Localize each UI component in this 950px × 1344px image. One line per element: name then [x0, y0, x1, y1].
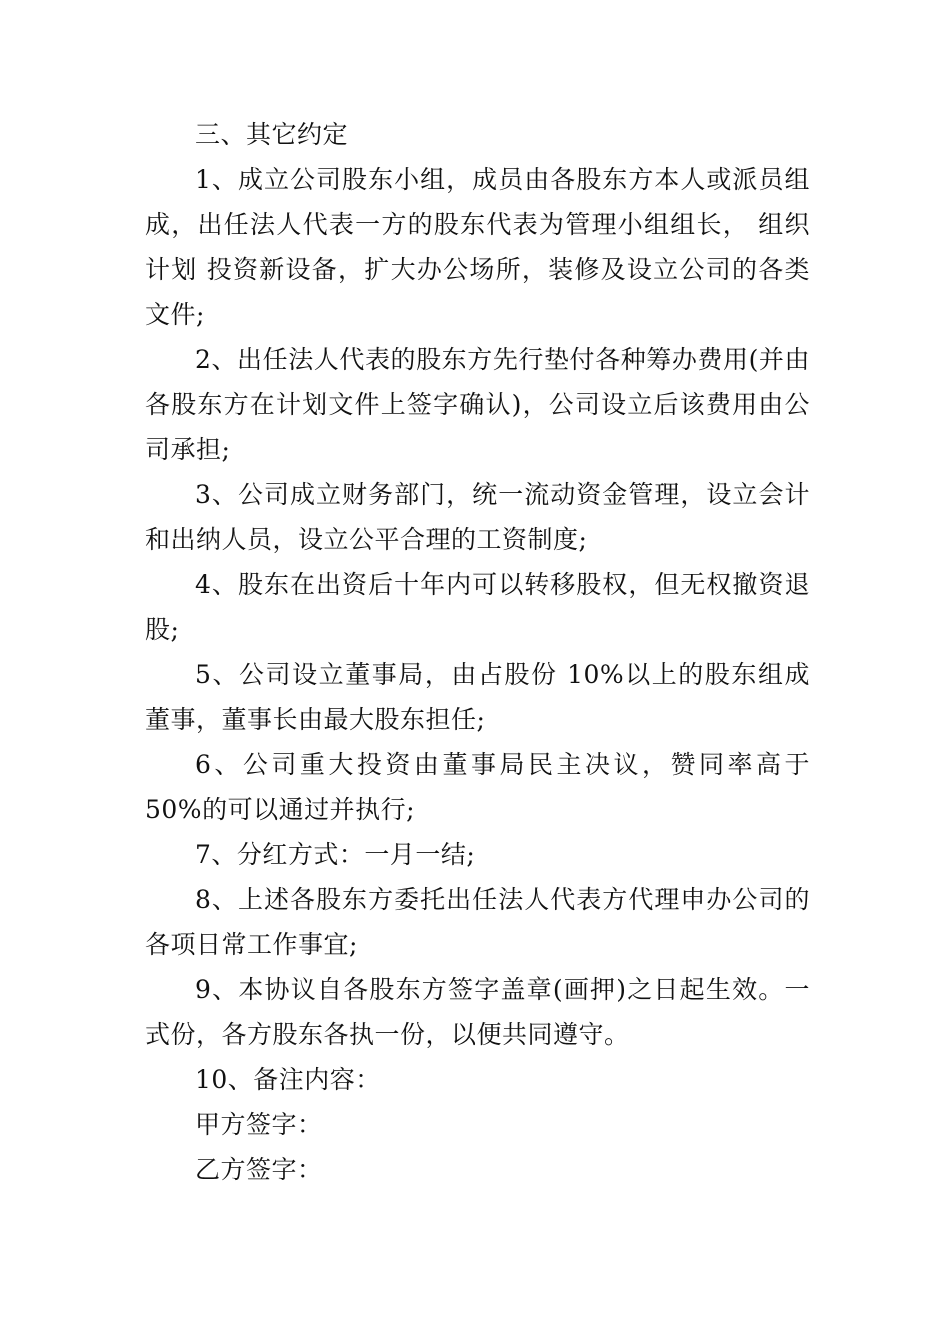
clause-8: 8、上述各股东方委托出任法人代表方代理申办公司的各项日常工作事宜; [145, 885, 810, 959]
clause-6: 6、公司重大投资由董事局民主决议，赞同率高于 50%的可以通过并执行; [145, 750, 810, 824]
signature-party-a: 甲方签字： [195, 1110, 323, 1139]
clause-2: 2、出任法人代表的股东方先行垫付各种筹办费用(并由各股东方在计划文件上签字确认)，公司设立后该费用由公司承担; [145, 345, 810, 464]
document-body [145, 112, 810, 1192]
clause-4: 4、股东在出资后十年内可以转移股权，但无权撤资退股; [145, 570, 810, 644]
clause-5: 5、公司设立董事局，由占股份 10%以上的股东组成董事，董事长由最大股东担任; [145, 660, 810, 734]
clause-7: 7、分红方式：一月一结; [195, 840, 476, 869]
clause-3: 3、公司成立财务部门，统一流动资金管理，设立会计和出纳人员，设立公平合理的工资制度; [145, 480, 810, 554]
clause-9: 9、本协议自各股东方签字盖章(画押)之日起生效。一式份，各方股东各执一份，以便共同遵守。 [145, 975, 810, 1049]
clause-10: 10、备注内容： [195, 1065, 381, 1094]
clause-1: 1、成立公司股东小组，成员由各股东方本人或派员组成，出任法人代表一方的股东代表为管理小组组长， 组织计划 投资新设备，扩大办公场所，装修及设立公司的各类文件; [145, 165, 810, 329]
signature-party-b: 乙方签字： [195, 1155, 323, 1184]
section-heading: 三、其它约定 [195, 120, 349, 149]
